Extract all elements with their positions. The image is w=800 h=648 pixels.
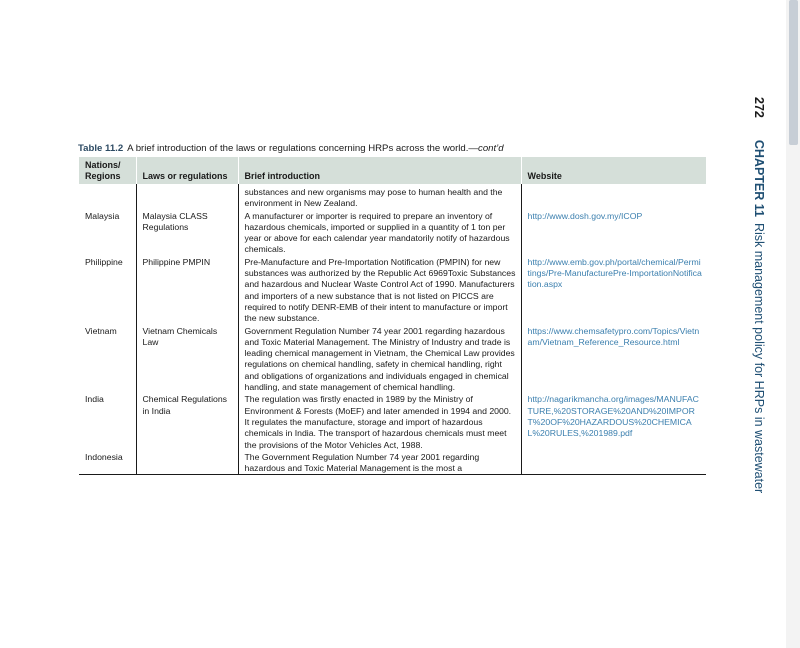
caption-text: A brief introduction of the laws or regulations concerning HRPs across the world.— — [127, 143, 479, 154]
law-cell: Philippine PMPIN — [136, 256, 238, 325]
scrollbar-track[interactable] — [786, 0, 800, 648]
chapter-title: Risk management policy for HRPs in wastewater — [752, 222, 766, 494]
nation-cell: Indonesia — [79, 451, 136, 475]
page-number: 272 — [752, 97, 766, 118]
header-nations: Nations/ Regions — [79, 157, 136, 184]
table-header-row — [79, 157, 706, 184]
website-link[interactable]: http://www.dosh.gov.my/ICOP — [521, 210, 706, 256]
website-link[interactable]: http://www.emb.gov.ph/portal/chemical/Permitings/Pre-ManufacturePre-ImportationNotification.aspx — [521, 256, 706, 325]
table-row — [79, 256, 706, 325]
nation-cell — [79, 184, 136, 210]
nation-cell: India — [85, 394, 104, 405]
table-row — [79, 393, 706, 450]
law-cell: Chemical Regulations in India — [136, 393, 238, 450]
nation-cell: Vietnam — [85, 325, 117, 336]
table-number: Table 11.2 — [78, 143, 124, 154]
law-cell — [136, 184, 238, 210]
intro-cell: A manufacturer or importer is required to prepare an inventory of hazardous chemicals, imported or supplied in a quantity of 1 ton per year or above for each calendar year mandatorily notify of hazardous chemicals. — [238, 210, 521, 256]
table-row — [79, 451, 706, 475]
header-laws: Laws or regulations — [136, 157, 238, 184]
intro-cell: Pre-Manufacture and Pre-Importation Notification (PMPIN) for new substances was authorized by the Republic Act 6969Toxic Substances and hazardous and Nuclear Waste Control Act of 1990. Manufacturers and importers of a new substance that is not listed on PICCS are required to notify DENR-EMB of their intent to manufacture or import the new substance. — [238, 256, 521, 325]
law-cell: Vietnam Chemicals Law — [136, 325, 238, 394]
website-link — [521, 451, 706, 475]
chapter-label: CHAPTER 11 — [752, 139, 766, 217]
running-head — [752, 97, 766, 493]
caption-continued: cont’d — [478, 143, 504, 154]
scrollbar-thumb[interactable] — [789, 0, 798, 145]
intro-cell: The Government Regulation Number 74 year 2001 regarding hazardous and Toxic Material Management is the most a — [238, 451, 521, 475]
nation-cell: Malaysia — [85, 210, 120, 221]
header-brief-introduction: Brief introduction — [238, 157, 521, 184]
website-link[interactable]: http://nagarikmancha.org/images/MANUFACTURE,%20STORAGE%20AND%20IMPORT%20OF%20HAZARDOUS%20CHEMICAL%20RULES,%201989.pdf — [521, 393, 706, 450]
website-link[interactable]: https://www.chemsafetypro.com/Topics/Vietnam/Vietnam_Reference_Resource.html — [521, 325, 706, 394]
law-cell: Malaysia CLASS Regulations — [136, 210, 238, 256]
header-website: Website — [521, 157, 706, 184]
intro-cell: Government Regulation Number 74 year 2001 regarding hazardous and Toxic Material Management. The Ministry of Industry and trade is leading chemical management in Vietnam, the Chemical Law provides regulations on chemical handling, safety in chemical handling, right and obligations of organizations and individuals engaged in chemical handling, and state management of chemical handling. — [238, 325, 521, 394]
intro-cell: substances and new organisms may pose to human health and the environment in New Zealand. — [238, 184, 521, 210]
nation-cell: Philippine — [85, 256, 123, 267]
website-link — [521, 184, 706, 210]
table-caption — [78, 143, 708, 154]
table-row — [79, 184, 706, 210]
intro-cell: The regulation was firstly enacted in 1989 by the Ministry of Environment & Forests (MoEF) and later amended in 1994 and 2000. It regulates the manufacture, storage and import of hazardous chemicals in India. The transport of hazardous chemicals must meet the provisions of the Motor Vehicles Act, 1988. — [238, 393, 521, 450]
table-row — [79, 325, 706, 394]
table-row — [79, 210, 706, 256]
law-cell — [136, 451, 238, 475]
hrp-regulations-table — [79, 157, 706, 475]
